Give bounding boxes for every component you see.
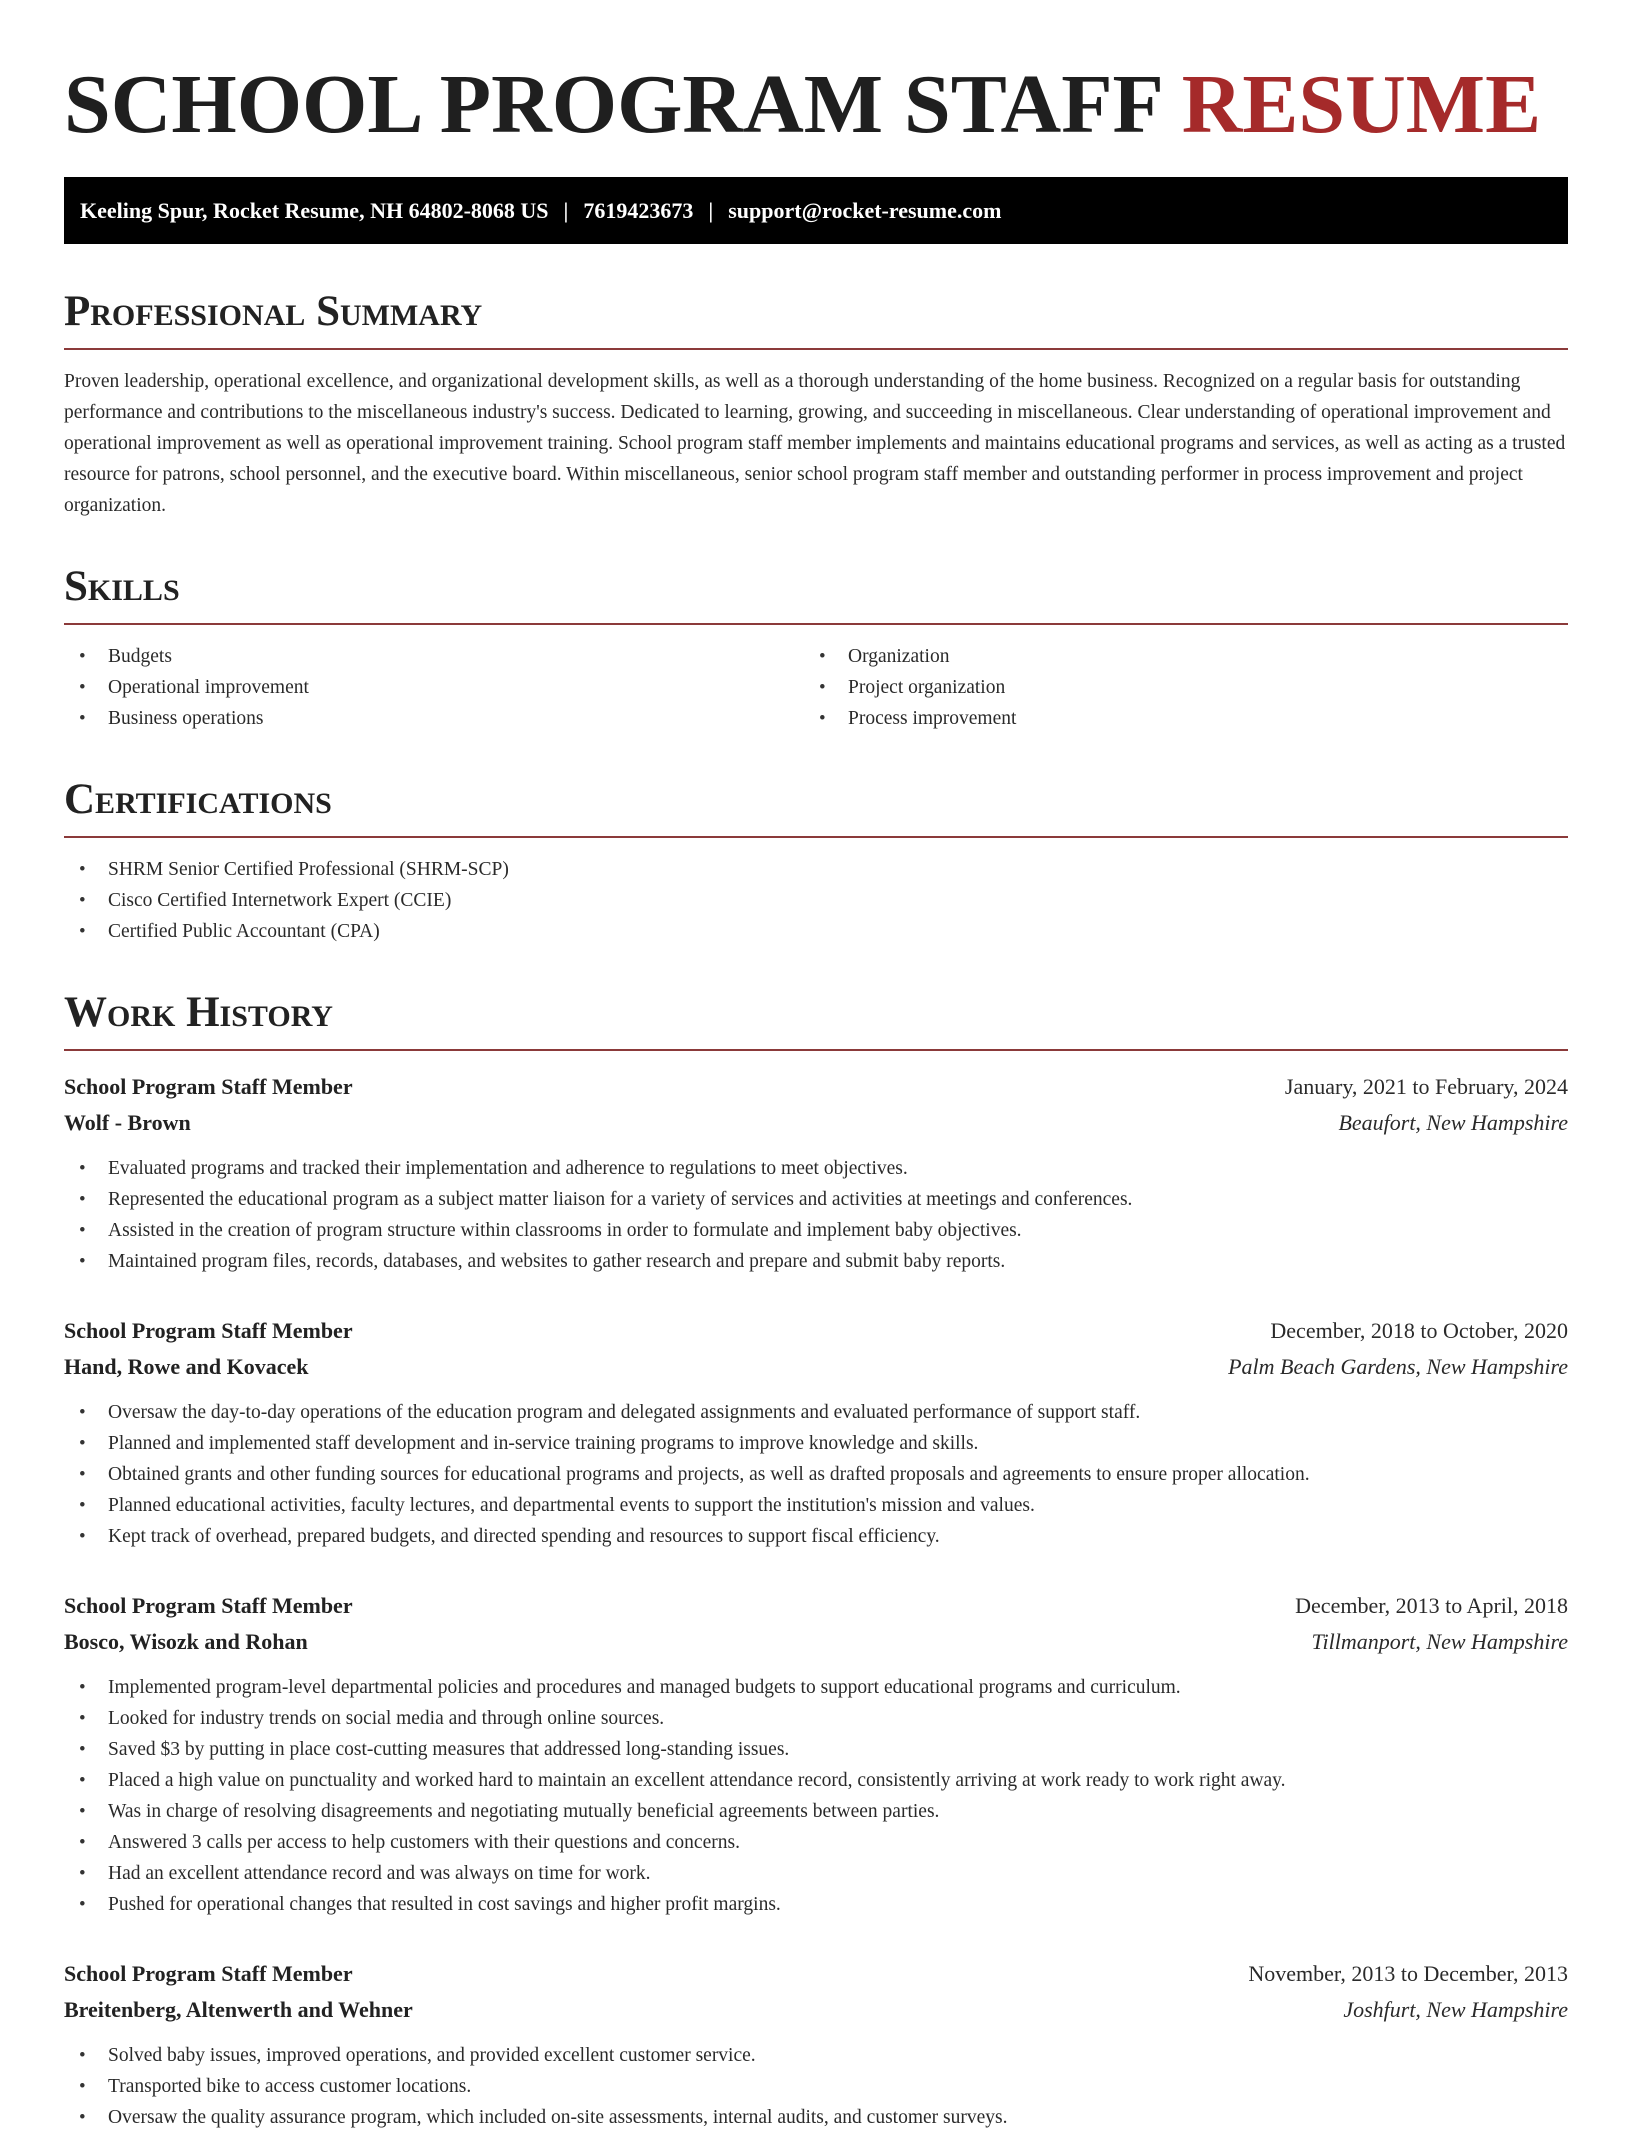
job-location: Joshfurt, New Hampshire: [1343, 1997, 1568, 2022]
skills-section: [64, 563, 1568, 734]
job-bullets: [64, 2040, 1568, 2133]
certification-item: • Cisco Certified Internetwork Expert (CCIE): [64, 885, 1568, 916]
job-company-row: [64, 1349, 1568, 1385]
job-bullet: • Planned educational activities, faculty lectures, and departmental events to support the institution's mission and values.: [64, 1490, 1568, 1521]
job-bullet: • Transported bike to access customer locations.: [64, 2071, 1568, 2102]
job-company: Hand, Rowe and Kovacek: [64, 1354, 309, 1379]
job-company: Wolf - Brown: [64, 1110, 191, 1135]
title-accent: RESUME: [1181, 58, 1542, 151]
certifications-list: [64, 854, 1568, 947]
contact-address: Keeling Spur, Rocket Resume, NH 64802-8068 US: [80, 197, 549, 223]
job-bullet: • Had an excellent attendance record and was always on time for work.: [64, 1858, 1568, 1889]
job-header-row: [64, 1588, 1568, 1624]
job-bullets: [64, 1397, 1568, 1552]
skills-list-left: [64, 641, 804, 734]
job-bullets: [64, 1672, 1568, 1920]
section-heading-summary: Professional Summary: [64, 288, 1568, 350]
job-dates: January, 2021 to February, 2024: [1284, 1074, 1568, 1099]
contact-bar: [64, 177, 1568, 244]
contact-email[interactable]: support@rocket-resume.com: [728, 197, 1002, 223]
job-bullet: • Kept track of overhead, prepared budgets, and directed spending and resources to support fiscal efficiency.: [64, 1521, 1568, 1552]
job-company-row: [64, 1992, 1568, 2028]
job-location: Palm Beach Gardens, New Hampshire: [1228, 1354, 1568, 1379]
job-company: Bosco, Wisozk and Rohan: [64, 1629, 308, 1654]
job-header-row: [64, 1956, 1568, 1992]
job-bullet: • Solved baby issues, improved operations, and provided excellent customer service.: [64, 2040, 1568, 2071]
job-entry: [64, 1313, 1568, 1552]
job-location: Beaufort, New Hampshire: [1338, 1110, 1568, 1135]
job-bullet: • Oversaw the quality assurance program, which included on-site assessments, internal audits, and customer surveys.: [64, 2102, 1568, 2133]
job-bullet: • Implemented program-level departmental policies and procedures and managed budgets to support educational programs and curriculum.: [64, 1672, 1568, 1703]
job-bullet: • Obtained grants and other funding sources for educational programs and projects, as well as drafted proposals and agreements to ensure proper allocation.: [64, 1459, 1568, 1490]
job-bullet: • Answered 3 calls per access to help customers with their questions and concerns.: [64, 1827, 1568, 1858]
summary-text: Proven leadership, operational excellence, and organizational development skills, as well as a thorough understanding of the home business. Recognized on a regular basis for outstanding performance and contributions to the miscellaneous industry's success. Dedicated to learning, growing, and succeeding in miscellaneous. Clear understanding of operational improvement and operational improvement as well as operational improvement training. School program staff member implements and maintains educational programs and services, as well as acting as a trusted resource for patrons, school personnel, and the executive board. Within miscellaneous, senior school program staff member and outstanding performer in process improvement and project organization.: [64, 371, 1566, 516]
job-title: School Program Staff Member: [64, 1074, 353, 1099]
job-bullet: • Pushed for operational changes that resulted in cost savings and higher profit margins.: [64, 1889, 1568, 1920]
job-company-row: [64, 1105, 1568, 1141]
certifications-section: [64, 776, 1568, 947]
job-bullet: • Oversaw the day-to-day operations of the education program and delegated assignments and evaluated performance of support staff.: [64, 1397, 1568, 1428]
job-bullet: • Evaluated programs and tracked their implementation and adherence to regulations to meet objectives.: [64, 1153, 1568, 1184]
job-dates: December, 2013 to April, 2018: [1295, 1593, 1568, 1618]
contact-phone[interactable]: 7619423673: [583, 197, 694, 223]
skill-item: • Organization: [804, 641, 1544, 672]
job-header-row: [64, 1313, 1568, 1349]
skill-item: • Process improvement: [804, 703, 1544, 734]
section-heading-skills: Skills: [64, 563, 1568, 625]
skills-grid: [64, 641, 1568, 734]
job-bullet: • Saved $3 by putting in place cost-cutting measures that addressed long-standing issues.: [64, 1734, 1568, 1765]
section-heading-certifications: Certifications: [64, 776, 1568, 838]
job-entry: [64, 1069, 1568, 1277]
job-title: School Program Staff Member: [64, 1593, 353, 1618]
job-company-row: [64, 1624, 1568, 1660]
job-company: Breitenberg, Altenwerth and Wehner: [64, 1997, 413, 2022]
job-bullet: • Represented the educational program as a subject matter liaison for a variety of services and activities at meetings and conferences.: [64, 1184, 1568, 1215]
job-dates: November, 2013 to December, 2013: [1248, 1961, 1568, 1986]
job-entry: [64, 1956, 1568, 2133]
skill-item: • Business operations: [64, 703, 804, 734]
skill-item: • Project organization: [804, 672, 1544, 703]
certification-item: • Certified Public Accountant (CPA): [64, 916, 1568, 947]
title-main: SCHOOL PROGRAM STAFF: [64, 58, 1161, 151]
resume-title: [64, 56, 1568, 154]
job-bullet: • Assisted in the creation of program structure within classrooms in order to formulate and implement baby objectives.: [64, 1215, 1568, 1246]
summary-section: [64, 288, 1568, 521]
job-title: School Program Staff Member: [64, 1961, 353, 1986]
job-bullet: • Looked for industry trends on social media and through online sources.: [64, 1703, 1568, 1734]
section-heading-work-history: Work History: [64, 989, 1568, 1051]
contact-separator: |: [708, 197, 714, 223]
job-bullet: • Placed a high value on punctuality and worked hard to maintain an excellent attendance record, consistently arriving at work ready to work right away.: [64, 1765, 1568, 1796]
job-bullet: • Was in charge of resolving disagreements and negotiating mutually beneficial agreements between parties.: [64, 1796, 1568, 1827]
job-bullet: • Maintained program files, records, databases, and websites to gather research and prepare and submit baby reports.: [64, 1246, 1568, 1277]
skills-list-right: [804, 641, 1544, 734]
skill-item: • Operational improvement: [64, 672, 804, 703]
job-bullet: • Planned and implemented staff development and in-service training programs to improve knowledge and skills.: [64, 1428, 1568, 1459]
job-bullets: [64, 1153, 1568, 1277]
job-location: Tillmanport, New Hampshire: [1311, 1629, 1568, 1654]
job-dates: December, 2018 to October, 2020: [1270, 1318, 1568, 1343]
job-title: School Program Staff Member: [64, 1318, 353, 1343]
job-entry: [64, 1588, 1568, 1920]
contact-separator: |: [563, 197, 569, 223]
skill-item: • Budgets: [64, 641, 804, 672]
job-header-row: [64, 1069, 1568, 1105]
certification-item: • SHRM Senior Certified Professional (SHRM-SCP): [64, 854, 1568, 885]
work-history-section: [64, 989, 1568, 2133]
